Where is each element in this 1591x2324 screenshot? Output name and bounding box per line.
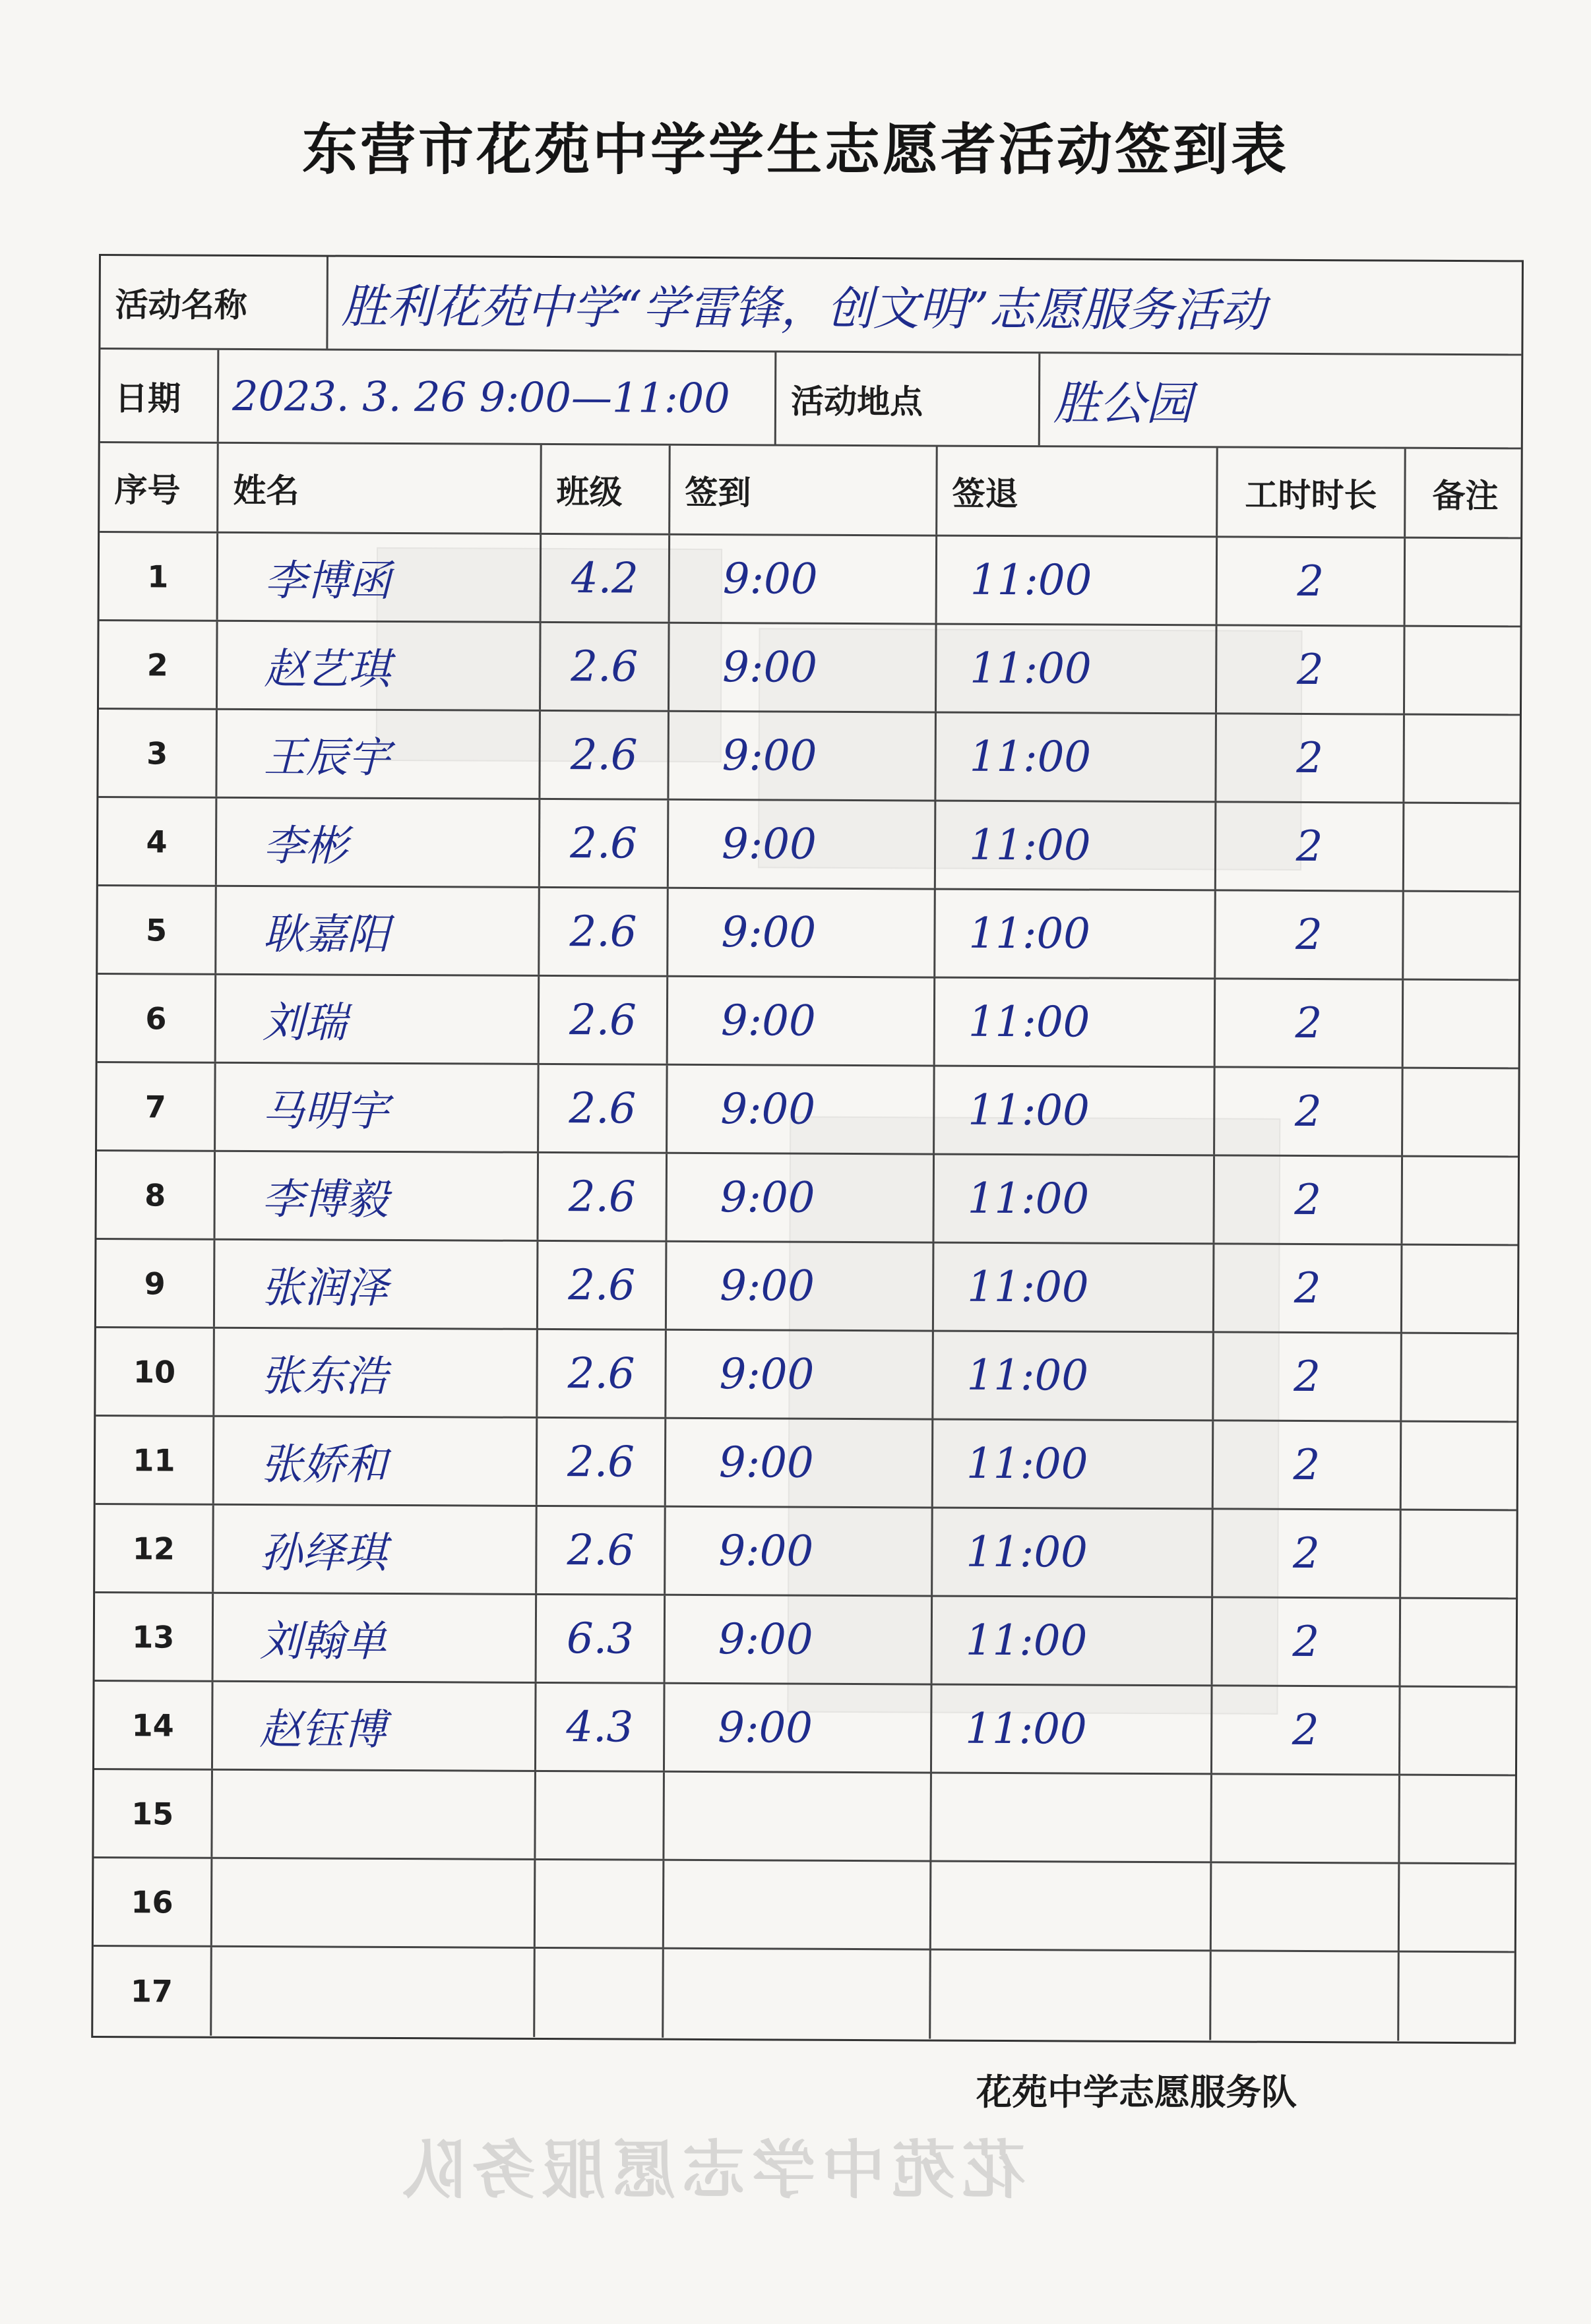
cell-out xyxy=(933,1509,1214,1597)
cell-name xyxy=(216,1064,540,1151)
activity-name-label: 活动名称 xyxy=(115,285,247,324)
cell-in-text: 9:00 xyxy=(718,1526,814,1576)
cell-class xyxy=(535,1949,664,2038)
location-value-cell xyxy=(1040,353,1526,447)
header-sign-out: 签退 xyxy=(937,447,1218,536)
cell-no xyxy=(93,1947,212,2036)
cell-out-text: 11:00 xyxy=(968,997,1090,1047)
cell-hours-text: 2 xyxy=(1292,1529,1320,1578)
cell-name-text: 刘瑞 xyxy=(262,998,348,1048)
table-row xyxy=(94,1858,1515,1953)
table-row xyxy=(97,1063,1518,1157)
cell-out-text: 11:00 xyxy=(968,1086,1090,1136)
cell-name xyxy=(216,887,540,975)
table-row xyxy=(95,1593,1516,1688)
cell-no xyxy=(98,798,218,885)
cell-name-text: 赵钰博 xyxy=(259,1705,387,1755)
cell-note xyxy=(1404,981,1523,1068)
cell-in xyxy=(668,977,936,1065)
cell-out-text: 11:00 xyxy=(966,1439,1088,1489)
cell-class xyxy=(540,800,670,887)
cell-hours xyxy=(1215,1068,1404,1155)
cell-note xyxy=(1402,1246,1522,1333)
header-class: 班级 xyxy=(542,445,671,534)
cell-note xyxy=(1401,1511,1520,1598)
cell-in-text: 9:00 xyxy=(720,1173,815,1223)
cell-in xyxy=(670,535,938,623)
cell-class xyxy=(538,1419,667,1506)
cell-note xyxy=(1404,804,1524,891)
cell-in xyxy=(664,1949,931,2039)
cell-class xyxy=(540,712,670,799)
cell-name xyxy=(212,1859,536,1947)
cell-no-text: 13 xyxy=(132,1618,175,1655)
cell-in-text: 9:00 xyxy=(719,1349,815,1399)
cell-name-text: 李彬 xyxy=(263,821,348,871)
cell-class-text: 4.3 xyxy=(566,1702,634,1752)
cell-out xyxy=(933,1332,1214,1420)
cell-no xyxy=(95,1505,214,1592)
cell-name-text: 张娇和 xyxy=(260,1440,388,1490)
cell-out xyxy=(931,1951,1212,2040)
cell-no-text: 6 xyxy=(145,1000,167,1036)
cell-no xyxy=(98,710,218,797)
cell-in xyxy=(666,1419,934,1507)
cell-in-text: 9:00 xyxy=(722,731,817,781)
cell-out-text: 11:00 xyxy=(970,555,1092,605)
cell-note xyxy=(1406,539,1525,626)
cell-class xyxy=(537,1507,666,1594)
cell-hours xyxy=(1214,1333,1402,1420)
cell-no-text: 7 xyxy=(144,1088,166,1124)
activity-name-row xyxy=(100,256,1522,355)
cell-in-text: 9:00 xyxy=(720,1261,815,1311)
cell-hours-text: 2 xyxy=(1292,1705,1319,1755)
cell-hours-text: 2 xyxy=(1292,1617,1320,1667)
cell-out xyxy=(937,625,1218,713)
cell-name xyxy=(215,1240,539,1328)
table-row xyxy=(98,975,1519,1069)
cell-note xyxy=(1403,1069,1522,1156)
cell-class-text: 4.2 xyxy=(571,553,639,603)
activity-name-value-cell xyxy=(328,257,1526,354)
cell-class xyxy=(536,1684,666,1771)
cell-no xyxy=(100,533,219,620)
cell-class xyxy=(540,888,669,975)
cell-no xyxy=(96,1417,215,1504)
header-note: 备注 xyxy=(1432,476,1499,515)
page-title: 东营市花苑中学学生志愿者活动签到表 xyxy=(301,117,1289,182)
cell-hours xyxy=(1212,1686,1401,1773)
table-row xyxy=(98,886,1519,981)
cell-no xyxy=(94,1858,213,1945)
cell-out-text: 11:00 xyxy=(969,732,1092,782)
cell-class xyxy=(540,977,669,1064)
table-row xyxy=(95,1505,1516,1599)
cell-name xyxy=(218,622,542,710)
cell-class-text: 2.6 xyxy=(567,1525,635,1575)
cell-in xyxy=(668,889,936,977)
cell-no xyxy=(96,1328,215,1415)
cell-no xyxy=(97,1063,216,1150)
cell-out xyxy=(935,890,1216,978)
cell-note xyxy=(1404,892,1523,979)
cell-name xyxy=(214,1506,538,1593)
cell-class-text: 2.6 xyxy=(567,1349,635,1399)
cell-name xyxy=(214,1417,538,1505)
date-value: 2023. 3. 26 9:00—11:00 xyxy=(232,371,730,423)
cell-no-text: 8 xyxy=(144,1177,166,1213)
cell-no-text: 5 xyxy=(145,911,168,948)
location-value: 胜公园 xyxy=(1053,376,1193,431)
table-row xyxy=(94,1682,1516,1776)
cell-out xyxy=(934,1244,1215,1331)
activity-name-label-cell xyxy=(100,256,328,349)
cell-no-text: 15 xyxy=(131,1795,174,1832)
table-row xyxy=(98,710,1520,804)
cell-name xyxy=(215,1152,539,1240)
cell-hours xyxy=(1213,1598,1402,1685)
cell-in xyxy=(670,624,937,712)
table-row xyxy=(94,1770,1515,1864)
cell-name-text: 李博毅 xyxy=(261,1175,389,1225)
cell-hours xyxy=(1211,1951,1400,2040)
cell-hours xyxy=(1214,1421,1402,1508)
cell-hours-text: 2 xyxy=(1294,1352,1321,1401)
cell-name-text: 张润泽 xyxy=(261,1263,389,1313)
cell-no xyxy=(99,621,218,708)
cell-name-text: 刘翰单 xyxy=(259,1616,387,1667)
cell-in xyxy=(667,1154,935,1242)
cell-no xyxy=(96,1151,216,1238)
cell-name xyxy=(216,975,540,1063)
cell-no-text: 12 xyxy=(132,1530,175,1567)
cell-hours xyxy=(1217,626,1406,713)
cell-out-text: 11:00 xyxy=(966,1527,1088,1577)
cell-in xyxy=(666,1596,933,1684)
cell-name-text: 王辰宇 xyxy=(263,733,390,783)
cell-hours-text: 2 xyxy=(1294,1175,1322,1225)
date-label: 日期 xyxy=(114,379,181,418)
cell-hours-text: 2 xyxy=(1293,1440,1321,1490)
cell-hours-text: 2 xyxy=(1296,645,1324,694)
cell-no-text: 14 xyxy=(131,1707,174,1744)
cell-hours-text: 2 xyxy=(1294,1264,1321,1313)
cell-out-text: 11:00 xyxy=(967,1262,1089,1312)
cell-class-text: 2.6 xyxy=(568,1172,636,1222)
cell-out-text: 11:00 xyxy=(965,1616,1088,1666)
cell-out-text: 11:00 xyxy=(967,1174,1090,1224)
cell-out-text: 11:00 xyxy=(968,820,1091,871)
cell-name xyxy=(212,1771,536,1858)
cell-hours-text: 2 xyxy=(1297,557,1325,606)
header-hours: 工时时长 xyxy=(1218,448,1406,536)
cell-no-text: 11 xyxy=(133,1442,175,1479)
cell-out xyxy=(931,1862,1212,1950)
table-row xyxy=(98,798,1520,892)
cell-out xyxy=(934,1155,1215,1243)
cell-no xyxy=(96,1240,216,1327)
table-row xyxy=(99,621,1520,716)
cell-in-text: 9:00 xyxy=(718,1703,813,1753)
cell-class-text: 2.6 xyxy=(568,1260,636,1310)
cell-hours xyxy=(1216,891,1404,978)
cell-class xyxy=(542,535,671,622)
cell-no xyxy=(94,1682,214,1769)
cell-out-text: 11:00 xyxy=(970,644,1092,694)
activity-name-value: 胜利花苑中学“学雷锋，创文明”志愿服务活动 xyxy=(341,279,1266,338)
cell-class xyxy=(536,1772,665,1859)
cell-hours xyxy=(1216,979,1404,1066)
cell-in xyxy=(664,1773,932,1860)
date-value-cell xyxy=(219,350,777,444)
cell-out xyxy=(937,537,1218,625)
cell-class xyxy=(538,1242,668,1329)
cell-note xyxy=(1400,1864,1519,1951)
cell-in xyxy=(666,1508,933,1595)
cell-hours xyxy=(1218,537,1406,625)
cell-hours-text: 2 xyxy=(1296,733,1324,783)
cell-name xyxy=(214,1329,538,1417)
cell-no xyxy=(98,886,217,973)
cell-note xyxy=(1401,1599,1520,1686)
cell-note xyxy=(1405,627,1524,714)
cell-class-text: 2.6 xyxy=(569,907,637,957)
cell-name-text: 耿嘉阳 xyxy=(263,909,390,960)
cell-class xyxy=(539,1065,668,1152)
cell-hours-text: 2 xyxy=(1295,910,1323,960)
cell-class-text: 6.3 xyxy=(566,1614,634,1664)
cell-out-text: 11:00 xyxy=(966,1351,1089,1401)
cell-class xyxy=(538,1153,668,1240)
cell-in-text: 9:00 xyxy=(721,907,817,958)
cell-in xyxy=(664,1861,932,1949)
cell-class xyxy=(541,623,670,710)
cell-out-text: 11:00 xyxy=(968,909,1091,959)
cell-in-text: 9:00 xyxy=(721,819,817,869)
header-name: 姓名 xyxy=(218,444,542,533)
cell-out xyxy=(933,1597,1214,1685)
cell-out xyxy=(935,1067,1216,1155)
cell-out xyxy=(932,1686,1213,1773)
cell-name xyxy=(213,1682,537,1770)
cell-in-text: 9:00 xyxy=(718,1614,813,1665)
cell-no-text: 2 xyxy=(146,646,168,683)
cell-out xyxy=(936,802,1217,890)
cell-hours xyxy=(1214,1156,1403,1243)
cell-in xyxy=(666,1331,934,1419)
cell-hours xyxy=(1213,1510,1402,1597)
cell-name-text: 李博函 xyxy=(264,556,391,606)
cell-out xyxy=(935,979,1216,1066)
cell-name xyxy=(218,534,542,621)
table-row xyxy=(96,1417,1517,1511)
cell-class-text: 2.6 xyxy=(570,818,638,869)
cell-in-text: 9:00 xyxy=(720,996,816,1046)
header-no: 序号 xyxy=(100,443,219,532)
cell-name-text: 马明宇 xyxy=(262,1086,389,1136)
location-label-cell xyxy=(776,352,1041,445)
cell-hours xyxy=(1216,803,1405,890)
cell-class-text: 2.6 xyxy=(567,1437,635,1487)
cell-no xyxy=(98,975,217,1062)
cell-in xyxy=(667,1242,935,1330)
cell-name-text: 张东浩 xyxy=(261,1351,388,1401)
sign-in-table xyxy=(91,254,1524,2044)
cell-class xyxy=(537,1595,666,1682)
date-label-cell xyxy=(100,350,220,442)
cell-in-text: 9:00 xyxy=(722,554,818,604)
cell-no-text: 17 xyxy=(130,1973,173,2009)
cell-class xyxy=(538,1330,667,1417)
cell-class xyxy=(536,1860,665,1947)
cell-hours-text: 2 xyxy=(1294,1087,1322,1136)
cell-hours xyxy=(1216,714,1405,801)
cell-in xyxy=(665,1684,933,1772)
cell-in xyxy=(668,1066,935,1153)
cell-no-text: 1 xyxy=(147,558,169,594)
cell-class-text: 2.6 xyxy=(569,1084,637,1134)
cell-class-text: 2.6 xyxy=(570,730,638,780)
cell-note xyxy=(1402,1334,1521,1421)
cell-name-text: 孙绎琪 xyxy=(260,1528,387,1578)
cell-out xyxy=(936,714,1217,801)
cell-note xyxy=(1402,1157,1522,1244)
table-header-row xyxy=(100,443,1521,539)
cell-note xyxy=(1400,1776,1519,1863)
table-row xyxy=(96,1240,1518,1334)
table-row xyxy=(96,1151,1518,1246)
bleed-through-text: 花苑中学志愿服务队 xyxy=(396,2133,1025,2207)
cell-hours xyxy=(1212,1775,1400,1862)
cell-no-text: 9 xyxy=(144,1265,166,1301)
date-location-row xyxy=(100,350,1522,449)
cell-class-text: 2.6 xyxy=(569,995,637,1045)
cell-no-text: 16 xyxy=(131,1883,173,1920)
cell-name xyxy=(212,1947,536,2037)
cell-no xyxy=(94,1770,213,1857)
cell-out xyxy=(933,1421,1214,1508)
cell-no-text: 4 xyxy=(146,823,168,859)
cell-hours-text: 2 xyxy=(1295,998,1323,1048)
cell-in-text: 9:00 xyxy=(722,642,818,692)
header-sign-in: 签到 xyxy=(670,446,938,535)
location-label: 活动地点 xyxy=(790,382,923,421)
cell-in-text: 9:00 xyxy=(720,1084,816,1134)
cell-hours-text: 2 xyxy=(1295,822,1323,871)
cell-class-text: 2.6 xyxy=(571,642,639,692)
cell-name xyxy=(214,1594,538,1682)
cell-name-text: 赵艺琪 xyxy=(264,644,391,694)
cell-in-text: 9:00 xyxy=(718,1438,814,1488)
cell-note xyxy=(1400,1688,1520,1775)
table-row xyxy=(100,533,1521,627)
cell-name xyxy=(217,710,541,798)
cell-hours xyxy=(1212,1863,1400,1950)
cell-note xyxy=(1404,716,1524,803)
cell-in xyxy=(669,712,937,800)
cell-out-text: 11:00 xyxy=(965,1704,1087,1754)
cell-out xyxy=(931,1774,1212,1862)
table-row xyxy=(96,1328,1517,1422)
cell-hours xyxy=(1214,1244,1403,1331)
cell-name xyxy=(217,799,541,886)
cell-no-text: 10 xyxy=(133,1353,176,1390)
cell-no-text: 3 xyxy=(146,735,168,771)
cell-in xyxy=(669,801,937,888)
cell-note xyxy=(1402,1422,1521,1510)
cell-note xyxy=(1399,1953,1518,2042)
table-row xyxy=(93,1947,1514,2041)
cell-no xyxy=(95,1593,214,1680)
footer-organization: 花苑中学志愿服务队 xyxy=(976,2071,1297,2113)
